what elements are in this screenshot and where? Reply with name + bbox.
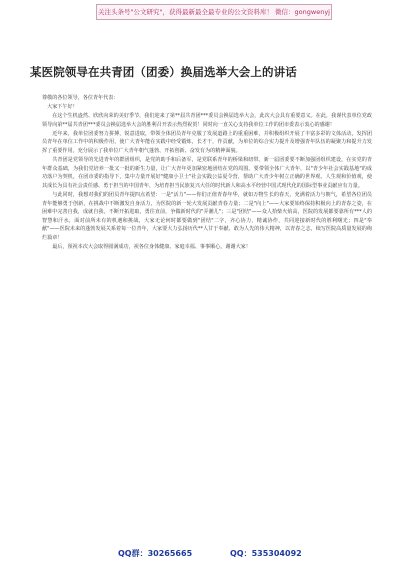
greeting: 尊敬的各位领导，各位青年代表： [42, 95, 119, 101]
paragraph: 近年来，我单位团委努力拼搏，锐意进取，带领全体团员青年克服了发展道路上的重重困难，并积极组织开展了丰富多彩的文体活动，发挥团员青年在单位工作中的积极作用，使广大青年能在实践中经受锻炼，长才干，作贡献，为单位的综合实力提升及增强青年队伍的凝聚力和提升力发挥了重要作用，充分展示了我单位广大青年朝气蓬勃、开拓创新、奋发有为的精神面貌。 [42, 130, 372, 155]
paragraph: 在这个生机盎然、欣欣向荣的美好季节，我们迎来了第**届共青团***委员会换届选举大会，此次大会具有重要意义。在此，我谨代表单位党政领导向第**届共青团***委员会换届选举大会的胜利召开表示热烈祝贺！同时向一直关心支持我单位工作的团市委表示衷心的感谢！ [42, 113, 372, 128]
salute: 大家下午好！ [47, 104, 78, 111]
qq-number: QQ：535304092 [230, 549, 302, 558]
footer [0, 548, 408, 564]
paragraph: 共青团是党领导的先进青年的群团组织，是党的助手和后备军，是党联系青年的桥梁和纽带。新一届团委要不断加强团组织建设，在实党的青年群众基础，为我们党培养一批又一批的新生力量，让广大青年更加紧密地团结在党的周围。要带领全体广大青年，以"青少年社会实践基地"的成功落户为契机，在团市委的指导下，集中力量开展好"健康小卫士"社会实践公益夏令营，帮助广大青少年树立正确的世界观、人生观和价值观，使其成长为具有社会责任感、勇于担当的中国青年，为培育担当民族复兴大任的时代新人和高水平经营中国式现代化的国际型事业贡献应有力量。 [42, 157, 372, 189]
document-title: 某医院领导在共青团（团委）换届选举大会上的讲话 [30, 65, 297, 79]
promo-banner: 关注头条号"公文研究"，获得最新最全最专业的公文资料库！ 微信：gongwenyj [96, 4, 332, 20]
document-body [42, 94, 372, 534]
paragraph: 最后，预祝本次大会取得圆满成功，祝各位身体健康、家庭幸福、事事顺心，谢谢大家！ [52, 244, 251, 251]
qq-group-number: QQ群：30265665 [118, 549, 193, 558]
paragraph: 与此同时，我想对我们的团员青年提四点希望：一是"活力"——你们正值青春年华，就如万物生长的春天，充满着活力与朝气，希望各位团员青年能够勇于创新，在挑战中不断激发自身活力，为医院的新一轮大发展贡献青春力量；二是"向上"——大家要始终保持积极向上的青春之姿，在困难中完善自我，成就自我，不断开拓进取，勇往直前，争做新时代的"弄潮儿"；三是"团结"——众人拾柴火焰高，医院的发展都要靠所有***人的智慧和汗水，面对前所未有的机遇和挑战，大家无论何时都要做到"团结"二字，齐心协力，精诚协作，共同迎接新时代的胜利曙光；四是"奉献"——医院未来的蓬勃发展关系着每一位青年，大家要大力弘扬历代**人甘于奉献、敢为人先的伟大精神，以青春之志，续写医院高质量发展的绚烂篇章！ [42, 192, 372, 241]
